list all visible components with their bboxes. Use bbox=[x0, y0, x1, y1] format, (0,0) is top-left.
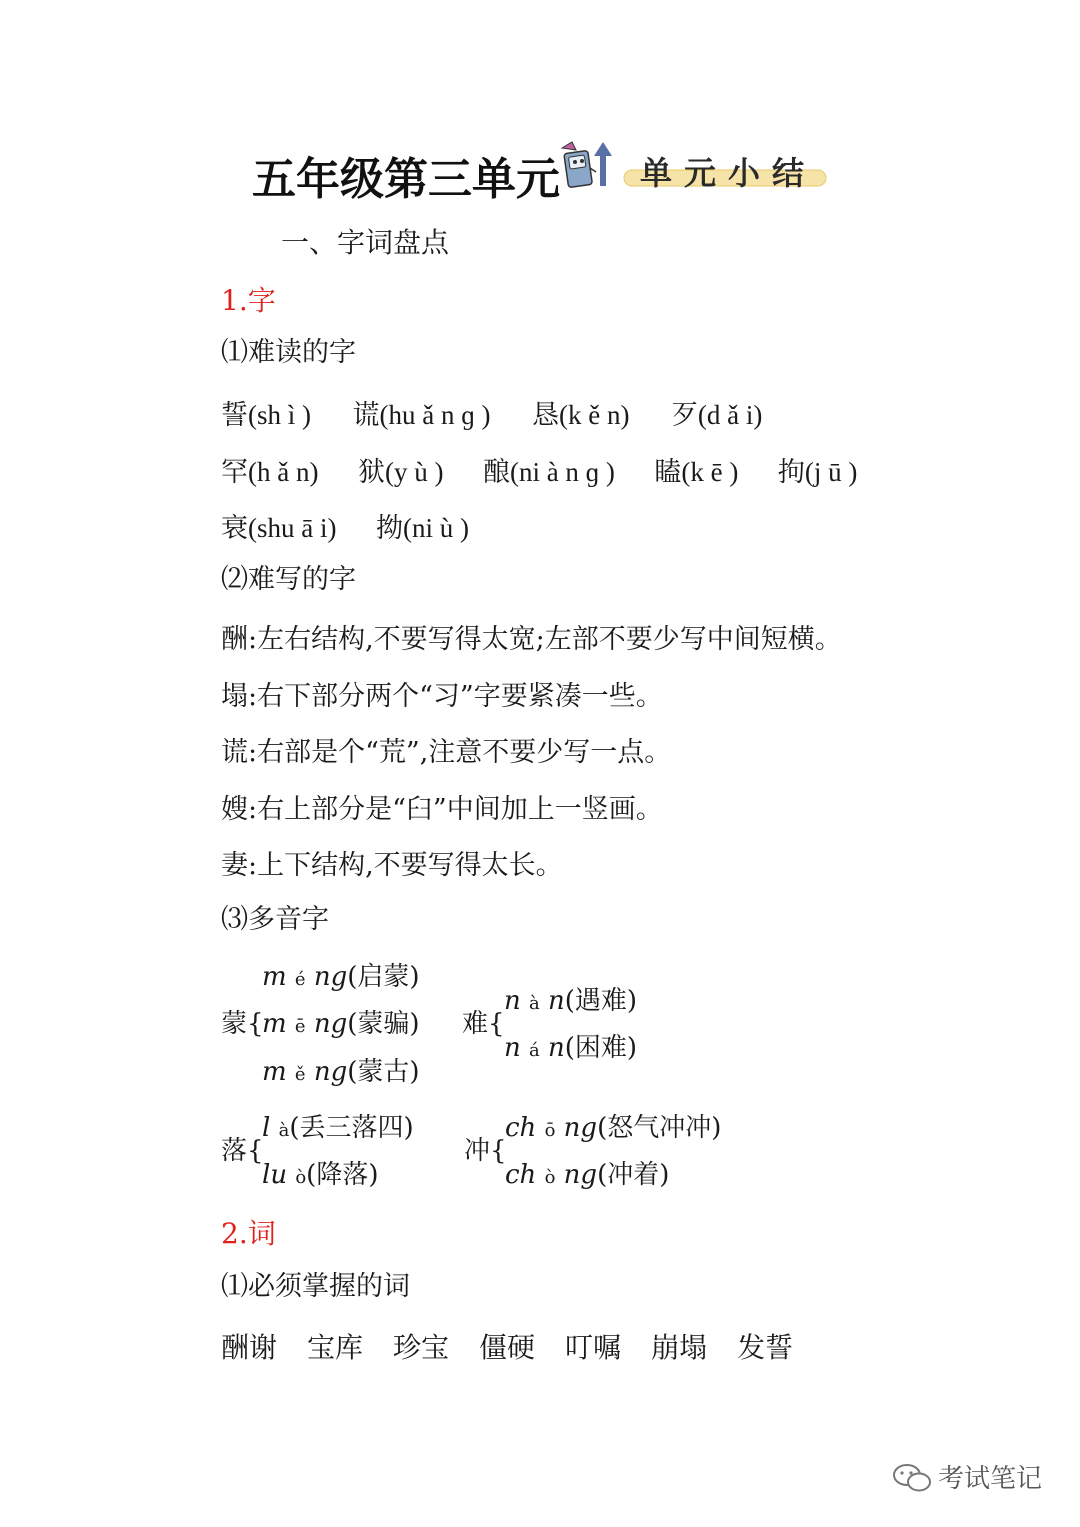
reading-item: 瞌(k ē ) bbox=[654, 457, 739, 487]
poly-reading: lu ò(降落) bbox=[262, 1160, 379, 1190]
badge-label: 单元小结 bbox=[640, 154, 817, 192]
word-item: 珍宝 bbox=[393, 1331, 450, 1364]
poly-reading: n à n(遇难) bbox=[504, 986, 638, 1016]
reading-item: 拗(ni ù ) bbox=[375, 513, 469, 543]
reading-item: 歹(d ǎ i) bbox=[670, 400, 763, 430]
reading-row-3 bbox=[221, 508, 469, 548]
brace: { bbox=[490, 1136, 507, 1166]
poly-reading: m é ng(启蒙) bbox=[262, 962, 420, 992]
poly-char-chong bbox=[464, 1131, 507, 1171]
subheading-must-know bbox=[221, 1267, 410, 1307]
reading-row-2 bbox=[221, 452, 857, 492]
page-title: 五年级第三单元 bbox=[252, 154, 560, 205]
reading-item: 谎(hu ǎ n ɡ ) bbox=[352, 400, 491, 430]
hard-write-line: 谎:右部是个“荒”,注意不要少写一点。 bbox=[221, 737, 672, 768]
section-heading: 一、字词盘点 bbox=[281, 226, 450, 259]
heading-words: 2.词 bbox=[221, 1217, 276, 1250]
poly-char: 落 bbox=[221, 1136, 248, 1166]
watermark-text: 考试笔记 bbox=[938, 1464, 1043, 1494]
word-list bbox=[221, 1328, 793, 1368]
word-item: 僵硬 bbox=[479, 1331, 536, 1364]
word-item: 叮嘱 bbox=[565, 1331, 622, 1364]
poly-char-nan bbox=[462, 1004, 505, 1044]
poly-char: 难 bbox=[462, 1009, 489, 1039]
reading-item: 誓(sh ì ) bbox=[221, 400, 311, 430]
hard-write-line: 酬:左右结构,不要写得太宽;左部不要少写中间短横。 bbox=[221, 624, 842, 655]
reading-item: 衰(shu ā i) bbox=[221, 513, 337, 543]
poly-reading: m ě ng(蒙古) bbox=[262, 1057, 420, 1087]
unit-summary-badge bbox=[622, 146, 828, 190]
book-mascot-icon bbox=[558, 138, 616, 192]
reading-item: 罕(h ǎ n) bbox=[221, 457, 319, 487]
reading-item: 拘(j ū ) bbox=[777, 457, 858, 487]
reading-item: 酿(ni à n ɡ ) bbox=[482, 457, 615, 487]
wechat-icon bbox=[892, 1462, 932, 1494]
poly-char: 蒙 bbox=[221, 1009, 248, 1039]
poly-reading: ch ō ng(怒气冲冲) bbox=[505, 1113, 722, 1143]
poly-reading: m ē ng(蒙骗) bbox=[262, 1009, 420, 1039]
subheading-hard-read bbox=[221, 333, 356, 373]
subheading-number: ⑴ bbox=[221, 337, 248, 368]
poly-reading: ch ò ng(冲着) bbox=[505, 1160, 670, 1190]
word-item: 发誓 bbox=[737, 1331, 794, 1364]
heading-characters: 1.字 bbox=[221, 284, 276, 317]
brace: { bbox=[247, 1136, 264, 1166]
poly-reading: l à(丢三落四) bbox=[262, 1113, 414, 1143]
poly-char: 冲 bbox=[464, 1136, 491, 1166]
subheading-number: ⑵ bbox=[221, 564, 248, 595]
word-item: 宝库 bbox=[307, 1331, 364, 1364]
hard-write-line: 塌:右下部分两个“习”字要紧凑一些。 bbox=[221, 681, 663, 712]
word-item: 酬谢 bbox=[221, 1331, 278, 1364]
subheading-hard-write bbox=[221, 560, 356, 600]
reading-item: 恳(k ě n) bbox=[531, 400, 630, 430]
subheading-text: 难读的字 bbox=[248, 337, 356, 368]
poly-reading: n á n(困难) bbox=[504, 1033, 638, 1063]
poly-char-meng bbox=[221, 1004, 264, 1044]
hard-write-line: 妻:上下结构,不要写得太长。 bbox=[221, 850, 563, 881]
subheading-number: ⑶ bbox=[221, 904, 248, 935]
brace: { bbox=[247, 1009, 264, 1039]
subheading-number: ⑴ bbox=[221, 1271, 248, 1302]
poly-char-luo bbox=[221, 1131, 264, 1171]
brace: { bbox=[488, 1009, 505, 1039]
word-item: 崩塌 bbox=[651, 1331, 708, 1364]
hard-write-line: 嫂:右上部分是“臼”中间加上一竖画。 bbox=[221, 794, 663, 825]
subheading-text: 必须掌握的词 bbox=[248, 1271, 410, 1302]
subheading-polyphonic bbox=[221, 900, 329, 940]
reading-row-1 bbox=[221, 395, 762, 435]
reading-item: 狱(y ù ) bbox=[357, 457, 444, 487]
subheading-text: 难写的字 bbox=[248, 564, 356, 595]
subheading-text: 多音字 bbox=[248, 904, 329, 935]
